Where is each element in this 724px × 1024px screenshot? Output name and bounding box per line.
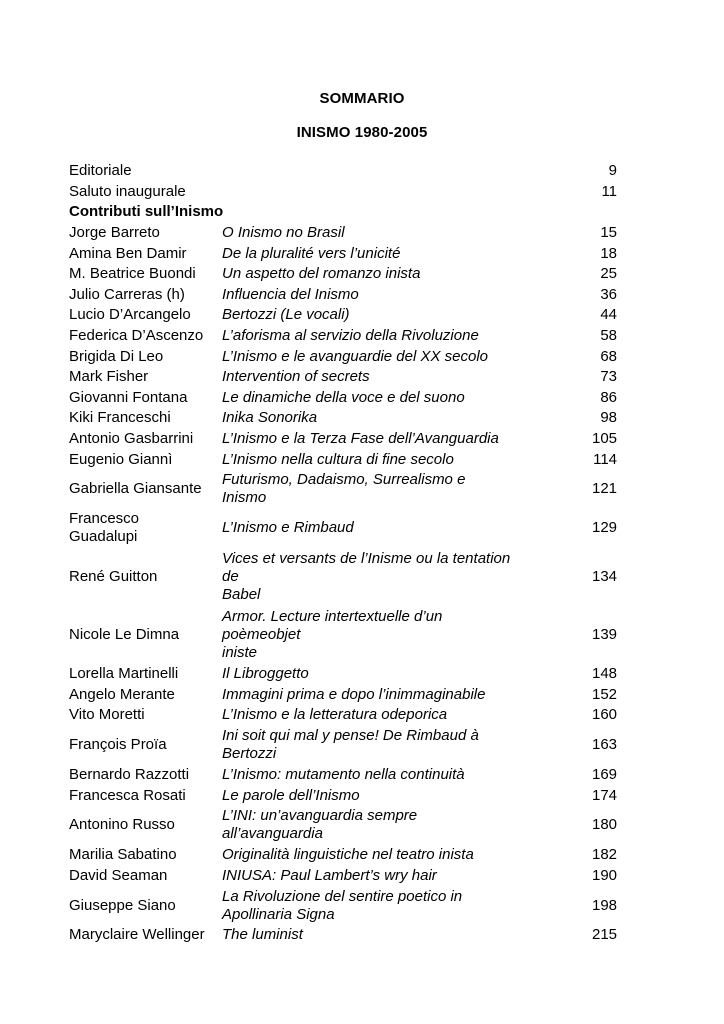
toc-page-number: 86: [600, 388, 618, 406]
table-row: [69, 664, 617, 685]
table-row: [69, 806, 617, 845]
contribution-title: Un aspetto del romanzo inista: [222, 265, 421, 283]
table-row: [69, 305, 617, 326]
title-line: L’INI: un’avanguardia sempre: [222, 807, 418, 825]
toc-page-number: 105: [591, 430, 618, 448]
toc-page-number: 68: [600, 347, 618, 365]
contribution-author: Brigida Di Leo: [69, 347, 164, 365]
table-row: [69, 388, 617, 409]
table-of-contents: [69, 161, 617, 946]
contribution-title: Inika Sonorika: [222, 409, 318, 427]
contribution-title: Intervention of secrets: [222, 368, 370, 386]
title-line: La Rivoluzione del sentire poetico in: [222, 887, 463, 905]
title-line: Babel: [222, 585, 261, 603]
table-row: [69, 685, 617, 706]
contribution-title: Influencia del Inismo: [222, 285, 359, 303]
toc-page-number: 169: [591, 765, 618, 783]
contribution-author: Federica D’Ascenzo: [69, 327, 204, 345]
title-line: Vices et versants de l’Inisme ou la tentation: [222, 549, 511, 567]
contribution-author: Francesca Rosati: [69, 786, 186, 804]
contribution-title: [222, 606, 567, 664]
toc-page-number: 44: [600, 306, 618, 324]
author-line: Francesco: [69, 510, 140, 528]
table-row: [69, 223, 617, 244]
contribution-author: Bernardo Razzotti: [69, 765, 190, 783]
table-row: [69, 367, 617, 388]
toc-page-number: 215: [591, 926, 618, 944]
table-row: [69, 925, 617, 946]
toc-page-number: 15: [600, 224, 618, 242]
table-row: [69, 886, 617, 925]
contribution-author: François Proïa: [69, 736, 167, 754]
table-row: [69, 765, 617, 786]
toc-page-number: 180: [591, 816, 618, 834]
contribution-author: Lorella Martinelli: [69, 665, 179, 683]
toc-page-number: 152: [591, 685, 618, 703]
contribution-title: L’Inismo: mutamento nella continuità: [222, 765, 465, 783]
contribution-author: Julio Carreras (h): [69, 285, 185, 303]
table-row: [69, 346, 617, 367]
contribution-title: L’aforisma al servizio della Rivoluzione: [222, 327, 479, 345]
author-line: Guadalupi: [69, 528, 138, 546]
contribution-title: Le parole dell’Inismo: [222, 786, 360, 804]
contribution-author: Gabriella Giansante: [69, 480, 202, 498]
table-row: [69, 470, 617, 509]
table-row: [69, 865, 617, 886]
contribution-title: L’Inismo e la Terza Fase dell’Avanguardia: [222, 430, 499, 448]
table-row: [69, 326, 617, 347]
title-line: Armor. Lecture intertextuelle d’un: [222, 607, 443, 625]
table-row: [69, 408, 617, 429]
table-row: [69, 705, 617, 726]
contribution-author: Giovanni Fontana: [69, 388, 188, 406]
contribution-author: David Seaman: [69, 866, 168, 884]
contribution-title: The luminist: [222, 926, 303, 944]
toc-page-number: 73: [600, 368, 618, 386]
toc-page-number: 11: [601, 182, 618, 200]
toc-page-number: 198: [591, 896, 618, 914]
toc-row-saluto: [69, 182, 617, 203]
contribution-title: [222, 726, 567, 765]
contribution-author: [69, 509, 222, 548]
contribution-title: [222, 806, 567, 845]
contribution-title: [222, 886, 567, 925]
toc-page-number: 139: [591, 625, 618, 643]
contribution-author: Amina Ben Damir: [69, 244, 187, 262]
contribution-author: Maryclaire Wellinger: [69, 926, 205, 944]
toc-page-number: 18: [600, 244, 618, 262]
contribution-title: Il Libroggetto: [222, 665, 309, 683]
contribution-author: René Guitton: [69, 567, 158, 585]
contribution-title: [222, 470, 567, 509]
toc-page-number: 121: [591, 480, 618, 498]
contribution-title: INIUSA: Paul Lambert’s wry hair: [222, 866, 437, 884]
contribution-title: L’Inismo e la letteratura odeporica: [222, 706, 448, 724]
page-subtitle: INISMO 1980-2005: [296, 124, 428, 141]
title-line: Futurismo, Dadaismo, Surrealismo e: [222, 471, 466, 489]
toc-page-number: 36: [600, 285, 618, 303]
contribution-author: Eugenio Giannì: [69, 450, 173, 468]
toc-item-label: Saluto inaugurale: [69, 182, 186, 200]
table-row: [69, 548, 617, 606]
title-line: poèmeobjet: [222, 625, 301, 643]
table-row: [69, 285, 617, 306]
toc-page-number: 190: [591, 866, 618, 884]
contribution-author: Antonino Russo: [69, 816, 175, 834]
title-line: Inismo: [222, 489, 267, 507]
toc-page-number: 134: [591, 567, 618, 585]
toc-page-number: 25: [600, 265, 618, 283]
toc-item-label: Editoriale: [69, 162, 132, 180]
contribution-author: Mark Fisher: [69, 368, 149, 386]
contribution-author: Kiki Franceschi: [69, 409, 171, 427]
toc-page-number: 160: [591, 706, 618, 724]
table-row: [69, 726, 617, 765]
toc-page-number: 129: [591, 519, 618, 537]
table-row: [69, 606, 617, 664]
contribution-author: Vito Moretti: [69, 706, 145, 724]
contribution-title: L’Inismo e Rimbaud: [222, 519, 354, 537]
contribution-title: Immagini prima e dopo l’inimmaginabile: [222, 685, 486, 703]
contribution-title: O Inismo no Brasil: [222, 224, 345, 242]
contribution-author: Giuseppe Siano: [69, 896, 176, 914]
table-row: [69, 509, 617, 548]
contribution-title: L’Inismo e le avanguardie del XX secolo: [222, 347, 489, 365]
contribution-title: L’Inismo nella cultura di fine secolo: [222, 450, 454, 468]
title-line: Apollinaria Signa: [222, 905, 335, 923]
contribution-author: Antonio Gasbarrini: [69, 430, 194, 448]
toc-section-row: [69, 202, 617, 223]
page-title: SOMMARIO: [319, 90, 405, 107]
title-line: all’avanguardia: [222, 825, 323, 843]
contribution-author: Nicole Le Dimna: [69, 625, 180, 643]
table-row: [69, 243, 617, 264]
title-line: Ini soit qui mal y pense! De Rimbaud à: [222, 727, 479, 745]
toc-row-editoriale: [69, 161, 617, 182]
contribution-author: Marilia Sabatino: [69, 846, 177, 864]
contribution-title: De la pluralité vers l’unicité: [222, 244, 401, 262]
contribution-title: Bertozzi (Le vocali): [222, 306, 350, 324]
table-row: [69, 845, 617, 866]
table-row: [69, 429, 617, 450]
table-row: [69, 449, 617, 470]
toc-page-number: 163: [591, 736, 618, 754]
toc-page-number: 174: [591, 786, 618, 804]
section-heading: Contributi sull’Inismo: [69, 203, 224, 221]
title-line: Bertozzi: [222, 745, 277, 763]
contribution-author: Lucio D’Arcangelo: [69, 306, 191, 324]
contribution-author: Angelo Merante: [69, 685, 175, 703]
toc-page-number: 114: [593, 450, 618, 468]
toc-page-number: 148: [591, 665, 618, 683]
toc-page-number: 58: [600, 327, 618, 345]
contribution-title: [222, 548, 567, 606]
contribution-author: Jorge Barreto: [69, 224, 160, 242]
table-row: [69, 785, 617, 806]
toc-page-number: 98: [600, 409, 618, 427]
toc-page-number: 182: [591, 846, 618, 864]
toc-page-number: 9: [608, 162, 618, 180]
title-line: iniste: [222, 643, 258, 661]
contribution-author: M. Beatrice Buondi: [69, 265, 196, 283]
title-line: de: [222, 567, 239, 585]
contribution-title: Le dinamiche della voce e del suono: [222, 388, 465, 406]
table-row: [69, 264, 617, 285]
contribution-title: Originalità linguistiche nel teatro inista: [222, 846, 474, 864]
